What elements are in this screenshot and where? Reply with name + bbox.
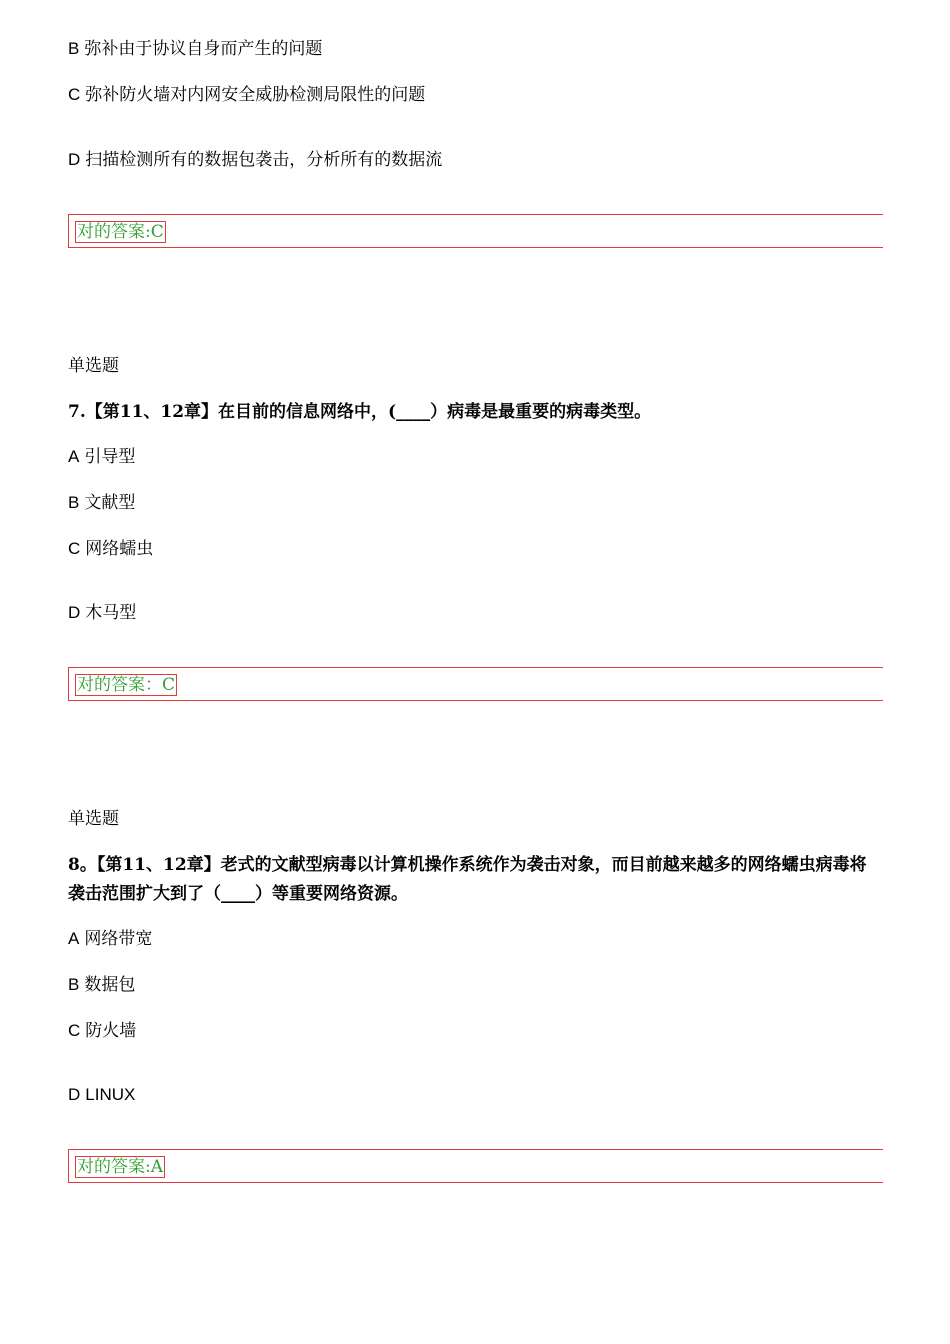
q7-option-d: D 木马型 xyxy=(68,603,137,623)
q6-option-b: B 弥补由于协议自身而产生的问题 xyxy=(68,39,323,59)
q8-answer: 对的答案:A xyxy=(77,1157,164,1177)
q8-stem: 8。【第11、12章】老式的文献型病毒以计算机操作系统作为袭击对象，而目前越来越多的网络蠕虫病毒将袭击范围扩大到了（____）等重要网络资源。 xyxy=(68,855,867,904)
q8-option-b: B 数据包 xyxy=(68,975,136,995)
q7-type-label: 单选题 xyxy=(68,356,119,376)
q7-option-a: A 引导型 xyxy=(68,447,136,467)
q8-answer-box xyxy=(68,1149,883,1183)
q8-type-label: 单选题 xyxy=(68,809,119,829)
q8-option-a: A 网络带宽 xyxy=(68,929,153,949)
q6-answer-box xyxy=(68,214,883,248)
q8-option-c: C 防火墙 xyxy=(68,1021,137,1041)
q7-option-b: B 文献型 xyxy=(68,493,136,513)
q6-answer: 对的答案:C xyxy=(77,222,164,242)
q7-option-c: C 网络蠕虫 xyxy=(68,539,154,559)
q6-option-d: D 扫描检测所有的数据包袭击，分析所有的数据流 xyxy=(68,150,443,170)
q8-option-d: D LINUX xyxy=(68,1085,136,1104)
q7-answer: 对的答案：C xyxy=(77,675,176,695)
q7-stem: 7.【第11、12章】在目前的信息网络中，(____）病毒是最重要的病毒类型。 xyxy=(68,402,652,422)
q6-option-c: C 弥补防火墙对内网安全威胁检测局限性的问题 xyxy=(68,85,426,105)
q7-answer-box xyxy=(68,667,883,701)
